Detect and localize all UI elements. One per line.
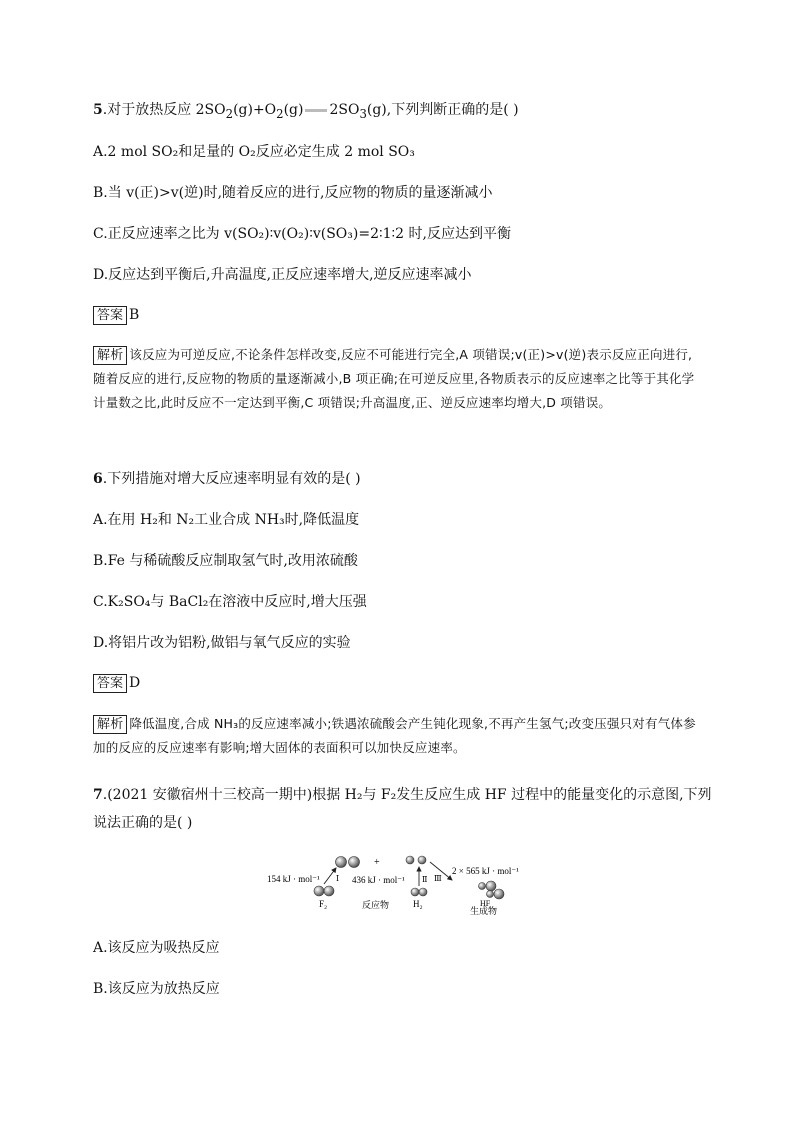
q5-option-d: D.反应达到平衡后,升高温度,正反应速率增大,逆反应速率减小 xyxy=(93,267,472,283)
label-product: 生成物 xyxy=(470,906,498,915)
q5-answer xyxy=(93,305,139,325)
q6-option-a: A.在用 H₂和 N₂工业合成 NH₃时,降低温度 xyxy=(93,512,360,528)
q6-option-d: D.将铝片改为铝粉,做铝与氧气反应的实验 xyxy=(93,635,351,651)
answer-tag: 答案 xyxy=(93,674,127,693)
q6-answer-value: D xyxy=(129,675,141,691)
q5-analysis xyxy=(93,343,701,415)
f-atom xyxy=(336,857,347,868)
arrow-I xyxy=(324,868,336,884)
q7-option-a: A.该反应为吸热反应 xyxy=(93,940,220,956)
h-atom xyxy=(419,888,427,896)
hf-molecule-f xyxy=(494,889,504,899)
analysis-tag: 解析 xyxy=(93,346,127,365)
label-f2: F₂ xyxy=(319,899,328,909)
label-hf: HF xyxy=(480,899,491,908)
energy-diagram xyxy=(262,850,542,915)
label-reactant: 反应物 xyxy=(362,900,390,910)
q6-answer xyxy=(93,673,140,693)
q5-number: 5 xyxy=(93,102,103,118)
q5-stem: 5.对于放热反应 $2SO_2(g)+O_2(g)$ $2SO_3(g)$,下列判断正确的是( ) xyxy=(93,102,519,121)
label-III: Ⅲ xyxy=(434,874,442,883)
q5-answer-value: B xyxy=(129,307,140,323)
f-atom xyxy=(349,857,360,868)
hf-molecule-f xyxy=(486,881,496,891)
f-atom xyxy=(314,886,324,896)
q5-option-a: A.2 mol SO₂和足量的 O₂反应必定生成 2 mol SO₃ xyxy=(93,144,415,160)
q5-option-b: B.当 v(正)>v(逆)时,随着反应的进行,反应物的物质的量逐渐减小 xyxy=(93,185,493,201)
label-436: 436 kJ · mol⁻¹ xyxy=(352,875,405,885)
hf-molecule-h xyxy=(487,891,494,898)
reversible-arrow-icon xyxy=(305,109,327,112)
q6-stem: 6.下列措施对增大反应速率明显有效的是( ) xyxy=(93,471,361,487)
label-plus: + xyxy=(374,857,380,868)
q7-number: 7 xyxy=(93,787,103,803)
h-atom xyxy=(411,888,419,896)
q7-stem: 7.(2021 安徽宿州十三校高一期中)根据 H₂与 F₂发生反应生成 HF 过程中的能量变化的示意图,下列 xyxy=(93,787,712,803)
q6-number: 6 xyxy=(93,471,103,487)
label-I: Ⅰ xyxy=(336,874,340,883)
answer-tag: 答案 xyxy=(93,306,127,325)
f-atom xyxy=(324,886,334,896)
analysis-tag: 解析 xyxy=(93,715,127,734)
q6-analysis xyxy=(93,712,701,760)
label-154: 154 kJ · mol⁻¹ xyxy=(267,874,320,884)
h-atom xyxy=(406,856,414,864)
q5-analysis-text: 该反应为可逆反应,不论条件怎样改变,反应不可能进行完全,A 项错误;v(正)>v(逆)表示反应正向进行,随着反应的进行,反应物的物质的量逐渐减小,B 项正确;在可逆反应里,各物质表示的反应速率之比等于其化学计量数之比,此时反应不一定达到平衡,C 项错误;升高温度,正、逆反应速率均增大,D 项错误。 xyxy=(93,347,695,410)
q6-option-b: B.Fe 与稀硫酸反应制取氢气时,改用浓硫酸 xyxy=(93,553,358,569)
q7-stem-line2: 说法正确的是( ) xyxy=(93,815,193,831)
h-atom xyxy=(418,856,426,864)
q6-analysis-text: 降低温度,合成 NH₃的反应速率减小;铁遇浓硫酸会产生钝化现象,不再产生氢气;改变压强只对有气体参加的反应的反应速率有影响;增大固体的表面积可以加快反应速率。 xyxy=(93,716,696,755)
q6-option-c: C.K₂SO₄与 BaCl₂在溶液中反应时,增大压强 xyxy=(93,594,367,610)
q7-option-b: B.该反应为放热反应 xyxy=(93,981,220,997)
label-h2: H₂ xyxy=(413,899,423,909)
q5-option-c: C.正反应速率之比为 v(SO₂)∶v(O₂)∶v(SO₃)=2∶1∶2 时,反应达到平衡 xyxy=(93,226,511,242)
hf-molecule-h xyxy=(479,883,486,890)
label-565: 2 × 565 kJ · mol⁻¹ xyxy=(452,866,519,876)
label-II: Ⅱ xyxy=(422,875,428,884)
